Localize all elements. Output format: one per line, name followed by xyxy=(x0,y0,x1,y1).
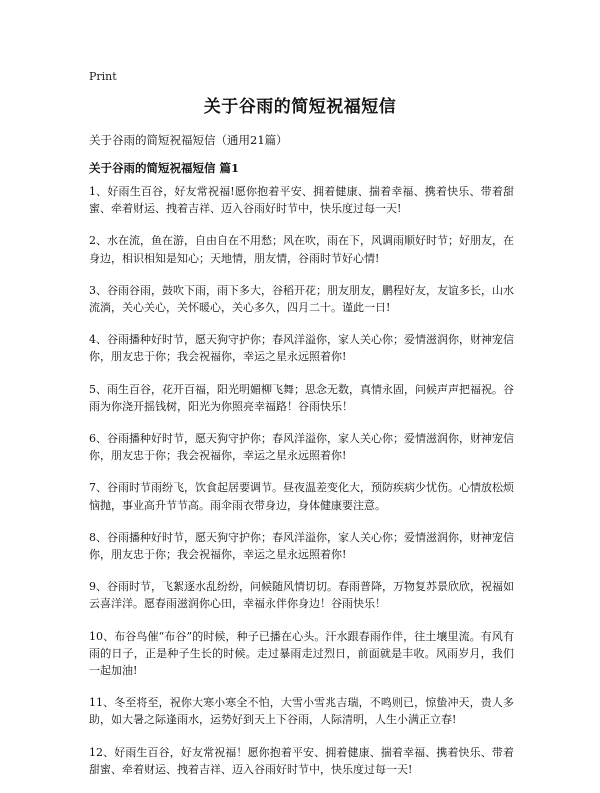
paragraph-9: 9、谷雨时节，飞絮逐水乱纷纷，问候随风情切切。春雨普降，万物复苏景欣欣，祝福如云喜洋洋。愿春雨滋润你心田，幸福永伴你身边！谷雨快乐！ xyxy=(89,580,514,611)
document-title: 关于谷雨的简短祝福短信 xyxy=(203,97,397,117)
paragraph-3: 3、谷雨谷雨，鼓吹下雨，雨下多大，谷稻开花；朋友朋友，鹏程好友，友谊多长，山水流淌，关心关心，关怀暖心，关心多久，四月二十。谨此一日! xyxy=(89,283,514,315)
document-subtitle: 关于谷雨的简短祝福短信（通用21篇） xyxy=(89,133,288,147)
paragraph-11: 11、冬至将至，祝你大寒小寒全不怕，大雪小雪兆吉瑞，不鸣则已，惊蛰冲天，贵人多助，如大暑之际逢雨水，运势好到天上下谷雨，人际清明，人生小满正立春! xyxy=(89,696,514,727)
article-body xyxy=(89,183,514,793)
paragraph-7: 7、谷雨时节雨纷飞，饮食起居要调节。昼夜温差变化大，预防疾病少忧伤。心情放松烦恼抛，事业高升节节高。雨伞雨衣带身边，身体健康要注意。 xyxy=(89,481,514,512)
paragraph-1: 1、好雨生百谷，好友常祝福!愿你抱着平安、拥着健康、揣着幸福、携着快乐、带着甜蜜、牵着财运、拽着吉祥、迈入谷雨好时节中，快乐度过每一天! xyxy=(89,185,514,216)
paragraph-12: 12、好雨生百谷，好友常祝福！愿你抱着平安、拥着健康、揣着幸福、携着快乐、带着甜蜜、牵着财运、拽着吉祥、迈入谷雨好时节中，快乐度过每一天! xyxy=(89,745,514,776)
paragraph-10: 10、布谷鸟催“布谷”的时候，种子已播在心头。汗水跟春雨作伴，往土壤里流。有风有雨的日子，正是种子生长的时候。走过暴雨走过烈日，前面就是丰收。风雨岁月，我们一起加油! xyxy=(89,629,514,678)
print-label[interactable]: Print xyxy=(89,70,117,83)
paragraph-6: 6、谷雨播种好时节，愿天狗守护你；春风洋溢你，家人关心你；爱情滋润你，财神宠信你，朋友忠于你；我会祝福你，幸运之星永远照着你! xyxy=(89,432,514,463)
paragraph-5: 5、雨生百谷，花开百福，阳光明媚柳飞舞；思念无数，真情永固，问候声声把福祝。谷雨为你浇开摇钱树，阳光为你照亮幸福路！谷雨快乐！ xyxy=(89,382,514,413)
paragraph-8: 8、谷雨播种好时节，愿天狗守护你；春风洋溢你，家人关心你；爱情滋润你，财神宠信你，朋友忠于你；我会祝福你，幸运之星永远照着你! xyxy=(89,530,514,562)
paragraph-2: 2、水在流，鱼在游，自由自在不用愁；风在吹，雨在下，风调雨顺好时节；好朋友，在身边，相识相知是知心；天地情，朋友情，谷雨时节好心情! xyxy=(89,234,514,265)
section-heading: 关于谷雨的简短祝福短信 篇1 xyxy=(89,161,240,175)
paragraph-4: 4、谷雨播种好时节，愿天狗守护你；春风洋溢你，家人关心你；爱情滋润你，财神宠信你，朋友忠于你；我会祝福你，幸运之星永远照着你! xyxy=(89,333,514,364)
